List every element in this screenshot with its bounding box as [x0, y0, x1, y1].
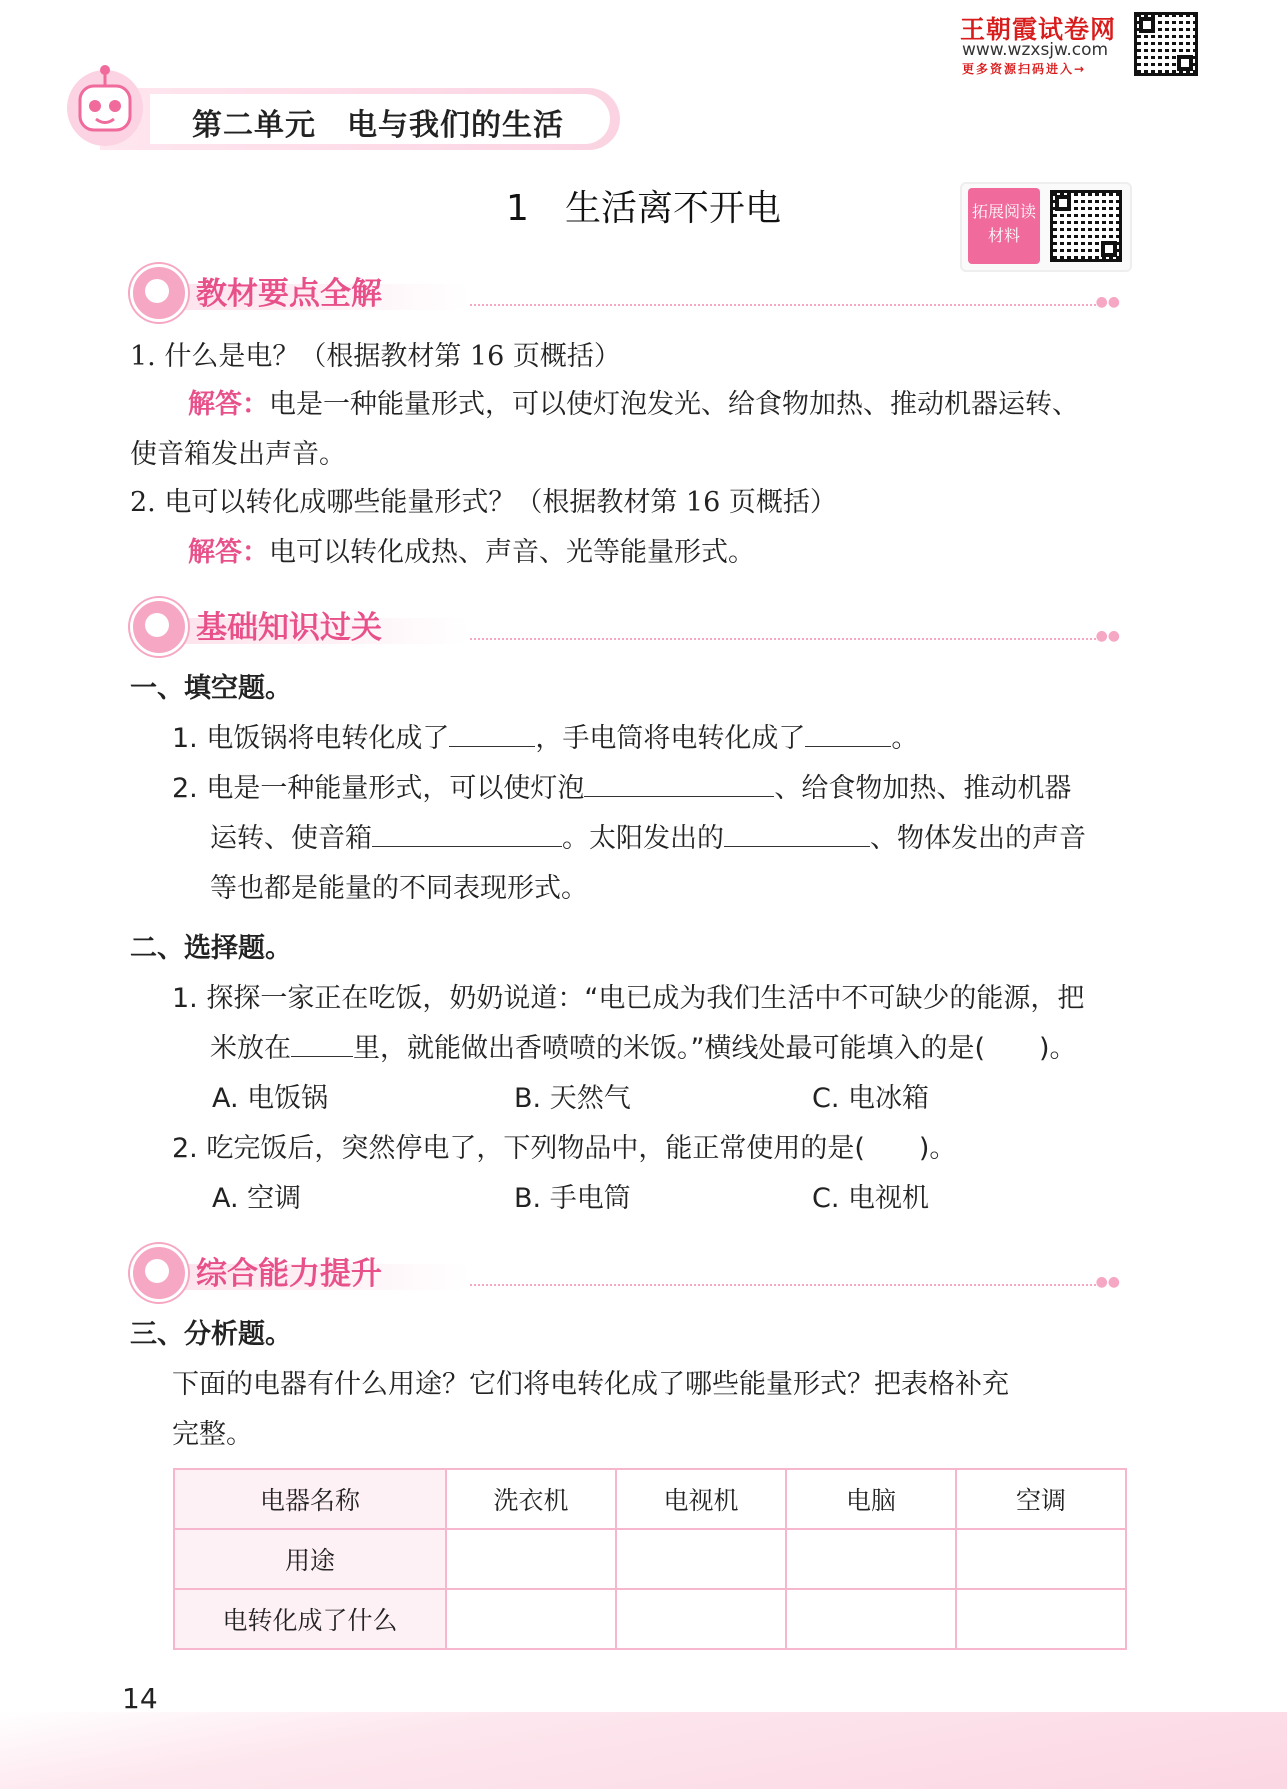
analysis-prompt-line-2: 完整。 [172, 1419, 253, 1450]
table-row [174, 1529, 1126, 1589]
brand-url[interactable]: www.wzxsjw.com [962, 40, 1109, 60]
page-number: 14 [122, 1682, 158, 1715]
table-answer-cell[interactable] [616, 1529, 786, 1589]
fill-blank-heading: 一、填空题。 [130, 673, 292, 704]
brand-name: 王朝霞试卷网 [960, 15, 1117, 44]
choice-q2-option-b[interactable]: B. 手电筒 [514, 1183, 631, 1214]
table-header-cell: 空调 [956, 1469, 1126, 1529]
table-answer-cell[interactable] [956, 1589, 1126, 1649]
choice-q1-part-a: 米放在 [210, 1033, 291, 1064]
fill-blank-q2-part-a: 2. 电是一种能量形式，可以使灯泡 [172, 773, 585, 804]
blank-field[interactable] [724, 822, 870, 847]
brand-qr-code-icon[interactable] [1134, 12, 1198, 76]
decor-dots-icon: ●● [1095, 628, 1120, 644]
table-row-label: 用途 [174, 1529, 446, 1589]
blank-field[interactable] [372, 822, 562, 847]
choice-q2: 2. 吃完饭后，突然停电了，下列物品中，能正常使用的是( )。 [172, 1133, 957, 1164]
table-answer-cell[interactable] [786, 1589, 956, 1649]
analysis-prompt-line-1: 下面的电器有什么用途？它们将电转化成了哪些能量形式？把表格补充 [172, 1369, 1009, 1400]
kp-answer-2 [188, 536, 755, 570]
fill-blank-q1 [172, 722, 918, 756]
analysis-table [173, 1468, 1127, 1650]
section-header-comprehensive [130, 1244, 1120, 1294]
answer-label: 解答： [188, 389, 269, 420]
brand-tip: 更多资源扫码进入→ [962, 62, 1087, 76]
table-answer-cell[interactable] [446, 1589, 616, 1649]
analysis-heading: 三、分析题。 [130, 1319, 292, 1350]
kp-question-1: 1. 什么是电？（根据教材第 16 页概括） [130, 341, 621, 372]
kp-question-2: 2. 电可以转化成哪些能量形式？（根据教材第 16 页概括） [130, 487, 837, 518]
choice-q1-line-1: 1. 探探一家正在吃饭，奶奶说道：“电已成为我们生活中不可缺少的能源，把 [172, 983, 1085, 1014]
blank-field[interactable] [449, 722, 535, 747]
section-header-basic [130, 598, 1120, 648]
kp-answer-2-text: 电可以转化成热、声音、光等能量形式。 [269, 537, 755, 568]
choice-q1-option-c[interactable]: C. 电冰箱 [812, 1083, 930, 1114]
fill-blank-q2-line-3: 等也都是能量的不同表现形式。 [210, 873, 588, 904]
table-answer-cell[interactable] [956, 1529, 1126, 1589]
choice-q1-option-a[interactable]: A. 电饭锅 [212, 1083, 329, 1114]
decor-dots-icon: ●● [1095, 1274, 1120, 1290]
section-title-key-points: 教材要点全解 [196, 276, 382, 312]
fill-blank-q2-line-1 [172, 772, 1071, 806]
kp-answer-1-line-2: 使音箱发出声音。 [130, 439, 346, 470]
table-answer-cell[interactable] [446, 1529, 616, 1589]
table-header-cell: 电器名称 [174, 1469, 446, 1529]
table-row [174, 1589, 1126, 1649]
table-header-cell: 洗衣机 [446, 1469, 616, 1529]
decor-dots-icon: ●● [1095, 294, 1120, 310]
fill-blank-q2-part-c: 运转、使音箱 [210, 823, 372, 854]
kp-answer-1 [188, 388, 1079, 422]
table-header-cell: 电视机 [616, 1469, 786, 1529]
robot-mascot-icon [60, 56, 170, 156]
extended-reading-qr-code-icon[interactable] [1050, 190, 1122, 262]
choice-q2-option-c[interactable]: C. 电视机 [812, 1183, 930, 1214]
extended-reading-label: 拓展阅读材料 [968, 188, 1040, 264]
blank-field[interactable] [584, 772, 774, 797]
section-header-key-points [130, 264, 1120, 314]
teacher-icon [130, 264, 188, 322]
table-answer-cell[interactable] [616, 1589, 786, 1649]
fill-blank-q2-part-b: 、给食物加热、推动机器 [774, 773, 1072, 804]
table-header-cell: 电脑 [786, 1469, 956, 1529]
fill-blank-q1-part-c: 。 [891, 723, 919, 754]
fill-blank-q1-part-a: 1. 电饭锅将电转化成了 [172, 723, 450, 754]
fill-blank-q2-part-e: 、物体发出的声音 [870, 823, 1086, 854]
choice-heading: 二、选择题。 [130, 933, 292, 964]
choice-q1-option-b[interactable]: B. 天然气 [514, 1083, 631, 1114]
fill-blank-q2-part-d: 。太阳发出的 [562, 823, 724, 854]
table-row-label: 电转化成了什么 [174, 1589, 446, 1649]
kp-answer-1-line-1: 电是一种能量形式，可以使灯泡发光、给食物加热、推动机器运转、 [269, 389, 1079, 420]
blank-field[interactable] [291, 1032, 353, 1057]
fill-blank-q2-line-2 [210, 822, 1086, 856]
thinker-icon [130, 1244, 188, 1302]
table-header-row [174, 1469, 1126, 1529]
bottom-decor-band [0, 1712, 1287, 1789]
section-title-comprehensive: 综合能力提升 [196, 1256, 382, 1292]
choice-q1-part-b: 里，就能做出香喷喷的米饭。”横线处最可能填入的是( )。 [353, 1033, 1077, 1064]
unit-title: 第二单元 电与我们的生活 [192, 108, 564, 143]
student-icon [130, 598, 188, 656]
fill-blank-q1-part-b: ，手电筒将电转化成了 [535, 723, 806, 754]
table-answer-cell[interactable] [786, 1529, 956, 1589]
choice-q1-line-2 [210, 1032, 1077, 1066]
section-title-basic: 基础知识过关 [196, 610, 382, 646]
choice-q2-option-a[interactable]: A. 空调 [212, 1183, 302, 1214]
lesson-title: 1 生活离不开电 [506, 188, 781, 229]
answer-label: 解答： [188, 537, 269, 568]
blank-field[interactable] [805, 722, 891, 747]
